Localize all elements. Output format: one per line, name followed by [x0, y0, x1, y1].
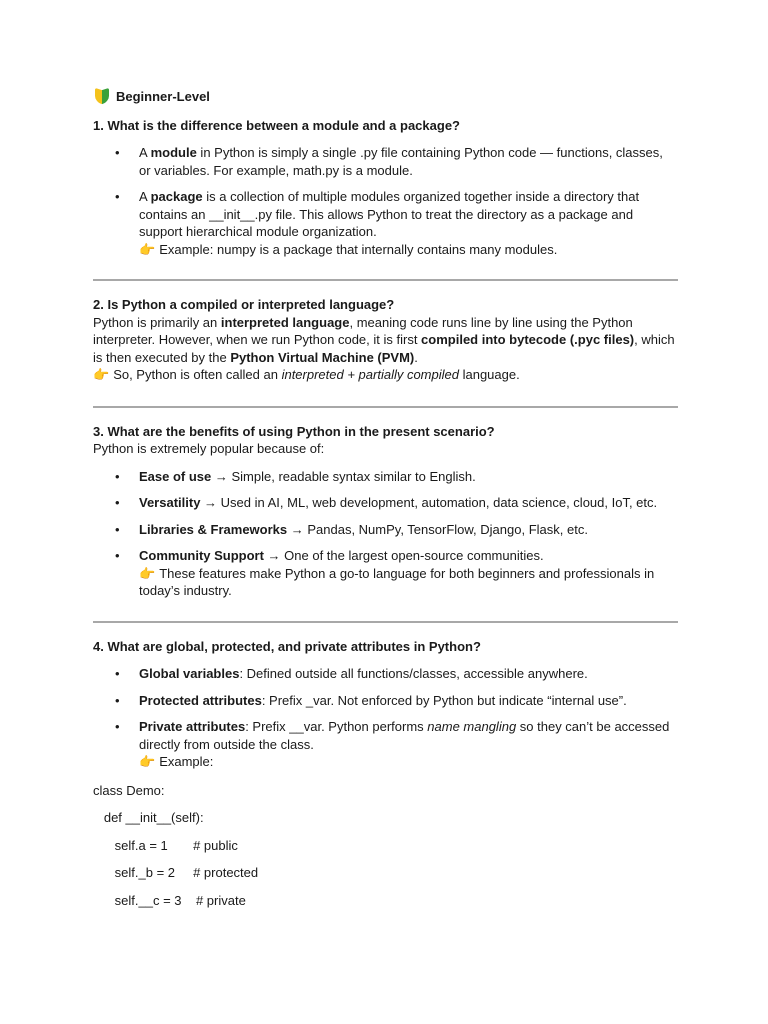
- text: So, Python is often called an: [113, 367, 282, 382]
- list-item: [93, 468, 678, 486]
- question-4-title: 4. What are global, protected, and private attributes in Python?: [93, 638, 481, 654]
- question-3: [93, 423, 678, 600]
- list-item: [93, 665, 678, 683]
- text: → One of the largest open-source communities.: [263, 548, 544, 563]
- divider: [93, 621, 678, 623]
- text: so they can’t be accessed directly from outside the class.: [139, 719, 670, 752]
- list-item: [93, 144, 678, 179]
- beginner-leaf-icon: [95, 89, 110, 104]
- code-line: def __init__(self):: [93, 810, 204, 825]
- pointing-hand-icon: 👉: [139, 754, 156, 769]
- italic-text: name mangling: [427, 719, 517, 734]
- bold-term: Protected attributes: [139, 692, 262, 708]
- text: → Simple, readable syntax similar to English.: [211, 468, 476, 484]
- bullet: •: [115, 189, 120, 204]
- bullet: •: [115, 666, 120, 681]
- text: : Prefix _var. Not enforced by Python but indicate “internal use”.: [261, 692, 627, 708]
- code-line: self.a = 1 # public: [93, 837, 238, 853]
- text: .: [414, 349, 418, 365]
- list-item: [93, 188, 678, 258]
- text: : Prefix __var. Python performs: [245, 719, 428, 734]
- italic-text: interpreted + partially compiled: [281, 367, 459, 382]
- bold-term: compiled into bytecode (.pyc files): [421, 332, 635, 347]
- bold-term: interpreted language: [220, 314, 350, 330]
- section-heading: [93, 88, 678, 106]
- text: language.: [458, 367, 520, 382]
- question-4-list: [93, 665, 678, 771]
- list-item: [93, 692, 678, 710]
- bullet: •: [115, 495, 120, 510]
- bold-term: Community Support: [139, 548, 264, 563]
- code-block: [93, 782, 678, 910]
- note-text: These features make Python a go-to language for both beginners and professionals in today’s industry.: [139, 565, 655, 598]
- code-line: self._b = 2 # protected: [93, 865, 259, 880]
- question-1-list: [93, 144, 678, 258]
- bold-term: Libraries & Frameworks: [139, 521, 288, 537]
- text: is a collection of multiple modules organized together inside a directory that contains an __init__.py file. This allows Python to treat the directory as a package and support hierarchical module organization.: [139, 189, 640, 239]
- bold-term: Python Virtual Machine (PVM): [230, 349, 415, 365]
- text: Python is primarily an: [93, 314, 221, 330]
- bullet: •: [115, 548, 120, 563]
- question-4: [93, 638, 678, 910]
- bold-term: module: [150, 145, 197, 160]
- list-item: [93, 547, 678, 600]
- list-item: [93, 494, 678, 512]
- bold-term: package: [150, 189, 203, 204]
- code-line: class Demo:: [93, 782, 165, 798]
- example-label: Example:: [159, 754, 214, 769]
- question-2-paragraph: [93, 314, 678, 367]
- pointing-hand-icon: 👉: [139, 565, 156, 581]
- list-item: [93, 718, 678, 771]
- example-text: Example: numpy is a package that internally contains many modules.: [159, 241, 558, 257]
- question-3-list: [93, 468, 678, 600]
- bullet: •: [115, 521, 120, 537]
- bold-term: Versatility: [139, 495, 201, 510]
- question-2-title: 2. Is Python a compiled or interpreted language?: [93, 297, 395, 312]
- bold-term: Global variables: [139, 666, 240, 681]
- document-content: [93, 88, 678, 919]
- text: in Python is simply a single .py file containing Python code — functions, classes, or variables. For example, math.py is a module.: [139, 145, 663, 178]
- text: → Pandas, NumPy, TensorFlow, Django, Flask, etc.: [287, 521, 588, 537]
- divider: [93, 279, 678, 281]
- question-1-title: 1. What is the difference between a module and a package?: [93, 117, 460, 133]
- text: , meaning code runs line by line using the Python interpreter. However, when we run Python code, it is first: [93, 314, 633, 347]
- bold-term: Private attributes: [139, 719, 246, 734]
- divider: [93, 406, 678, 408]
- pointing-hand-icon: 👉: [139, 241, 156, 257]
- bullet: •: [115, 468, 120, 484]
- text: A: [139, 145, 151, 160]
- list-item: [93, 521, 678, 539]
- section-heading-label: Beginner-Level: [116, 89, 210, 104]
- question-2: [93, 296, 678, 384]
- question-3-intro: Python is extremely popular because of:: [93, 441, 325, 456]
- pointing-hand-icon: 👉: [93, 367, 110, 382]
- question-1: [93, 117, 678, 259]
- bullet: •: [115, 145, 120, 160]
- text: A: [139, 189, 151, 204]
- bullet: •: [115, 719, 120, 734]
- text: , which is then executed by the: [93, 332, 675, 365]
- bold-term: Ease of use: [139, 468, 212, 484]
- text: → Used in AI, ML, web development, automation, data science, cloud, IoT, etc.: [200, 495, 658, 510]
- question-3-title: 3. What are the benefits of using Python in the present scenario?: [93, 423, 495, 439]
- bullet: •: [115, 692, 120, 708]
- text: : Defined outside all functions/classes, accessible anywhere.: [239, 666, 588, 681]
- question-2-note: [93, 366, 678, 384]
- code-line: self.__c = 3 # private: [93, 892, 246, 908]
